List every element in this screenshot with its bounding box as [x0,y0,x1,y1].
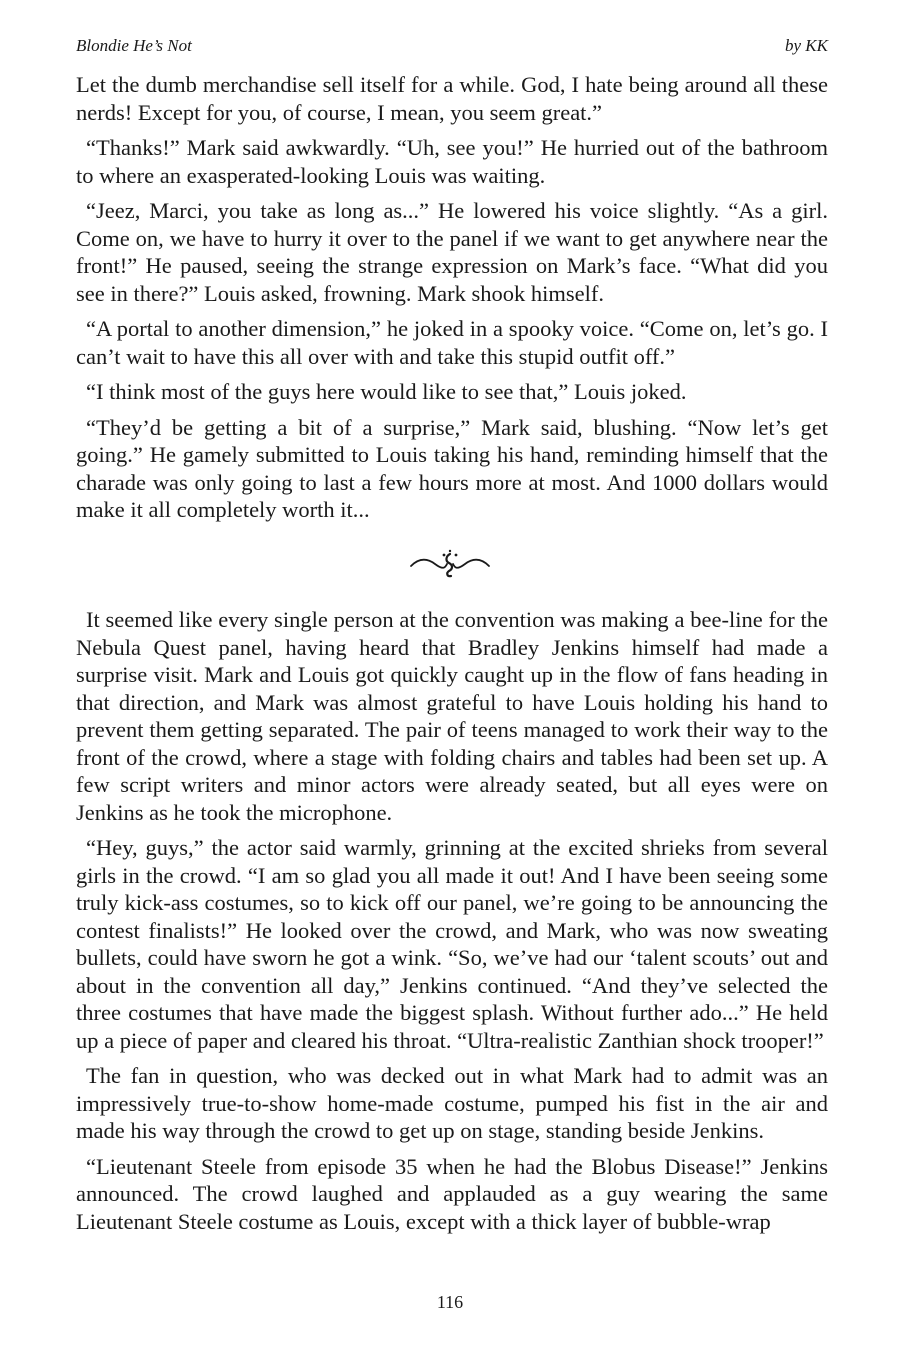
section-one-text [76,71,828,524]
paragraph: “Thanks!” Mark said awkwardly. “Uh, see you!” He hurried out of the bathroom to where an exasperated-looking Louis was waiting. [76,135,828,188]
paragraph: Let the dumb merchandise sell itself for a while. God, I hate being around all these nerds! Except for you, of course, I mean, you seem great.” [76,72,828,125]
scene-break-ornament [0,546,900,586]
paragraph: The fan in question, who was decked out in what Mark had to admit was an impressively true-to-show home-made costume, pumped his fist in the air and made his way through the crowd to get up on stage, standing beside Jenkins. [76,1063,828,1143]
paragraph: “Lieutenant Steele from episode 35 when he had the Blobus Disease!” Jenkins announced. The crowd laughed and applauded as a guy wearing the same Lieutenant Steele costume as Louis, except with a thick layer of bubble-wrap [76,1153,828,1234]
paragraph: It seemed like every single person at the convention was making a bee-line for the Nebula Quest panel, having heard that Bradley Jenkins himself had made a surprise visit. Mark and Louis got quickly caught up in the flow of fans heading in that direction, and Mark was almost grateful to have Louis holding his hand to prevent them getting separated. The pair of teens managed to work their way to the front of the crowd, where a stage with folding chairs and tables had been set up. A few script writers and minor actors were already seated, but all eyes were on Jenkins as he took the microphone. [76,607,828,825]
paragraph: “I think most of the guys here would like to see that,” Louis joked. [86,379,687,404]
section-two-text [76,606,828,1235]
paragraph: “A portal to another dimension,” he joked in a spooky voice. “Come on, let’s go. I can’t wait to have this all over with and take this stupid outfit off.” [76,316,828,369]
paragraph: “They’d be getting a bit of a surprise,” Mark said, blushing. “Now let’s get going.” He gamely submitted to Louis taking his hand, reminding himself that the charade was only going to last a few hours more at most. And 1000 dollars would make it all completely worth it... [76,414,828,522]
paragraph: “Hey, guys,” the actor said warmly, grinning at the excited shrieks from several girls in the crowd. “I am so glad you all made it out! And I have been seeing some truly kick-ass costumes, so to kick off our panel, we’re going to be announcing the contest finalists!” He looked over the crowd, and Mark, who was now sweating bullets, could have sworn he got a wink. “So, we’ve had our ‘talent scouts’ out and about in the convention all day,” Jenkins continued. “And they’ve selected the three costumes that have made the biggest splash. Without further ado...” He held up a piece of paper and cleared his throat. “Ultra-realistic Zanthian shock trooper!” [76,835,828,1053]
paragraph: “Jeez, Marci, you take as long as...” He lowered his voice slightly. “As a girl. Come on, we have to hurry it over to the panel if we want to get anywhere near the front!” He paused, seeing the strange expression on Mark’s face. “What did you see in there?” Louis asked, frowning. Mark shook himself. [76,198,828,306]
book-title: Blondie He’s Not [76,36,192,55]
page-number: 116 [436,1292,464,1312]
running-header [76,36,828,58]
author-name: by KK [785,36,828,55]
scene-break-flourish-icon [405,546,495,580]
